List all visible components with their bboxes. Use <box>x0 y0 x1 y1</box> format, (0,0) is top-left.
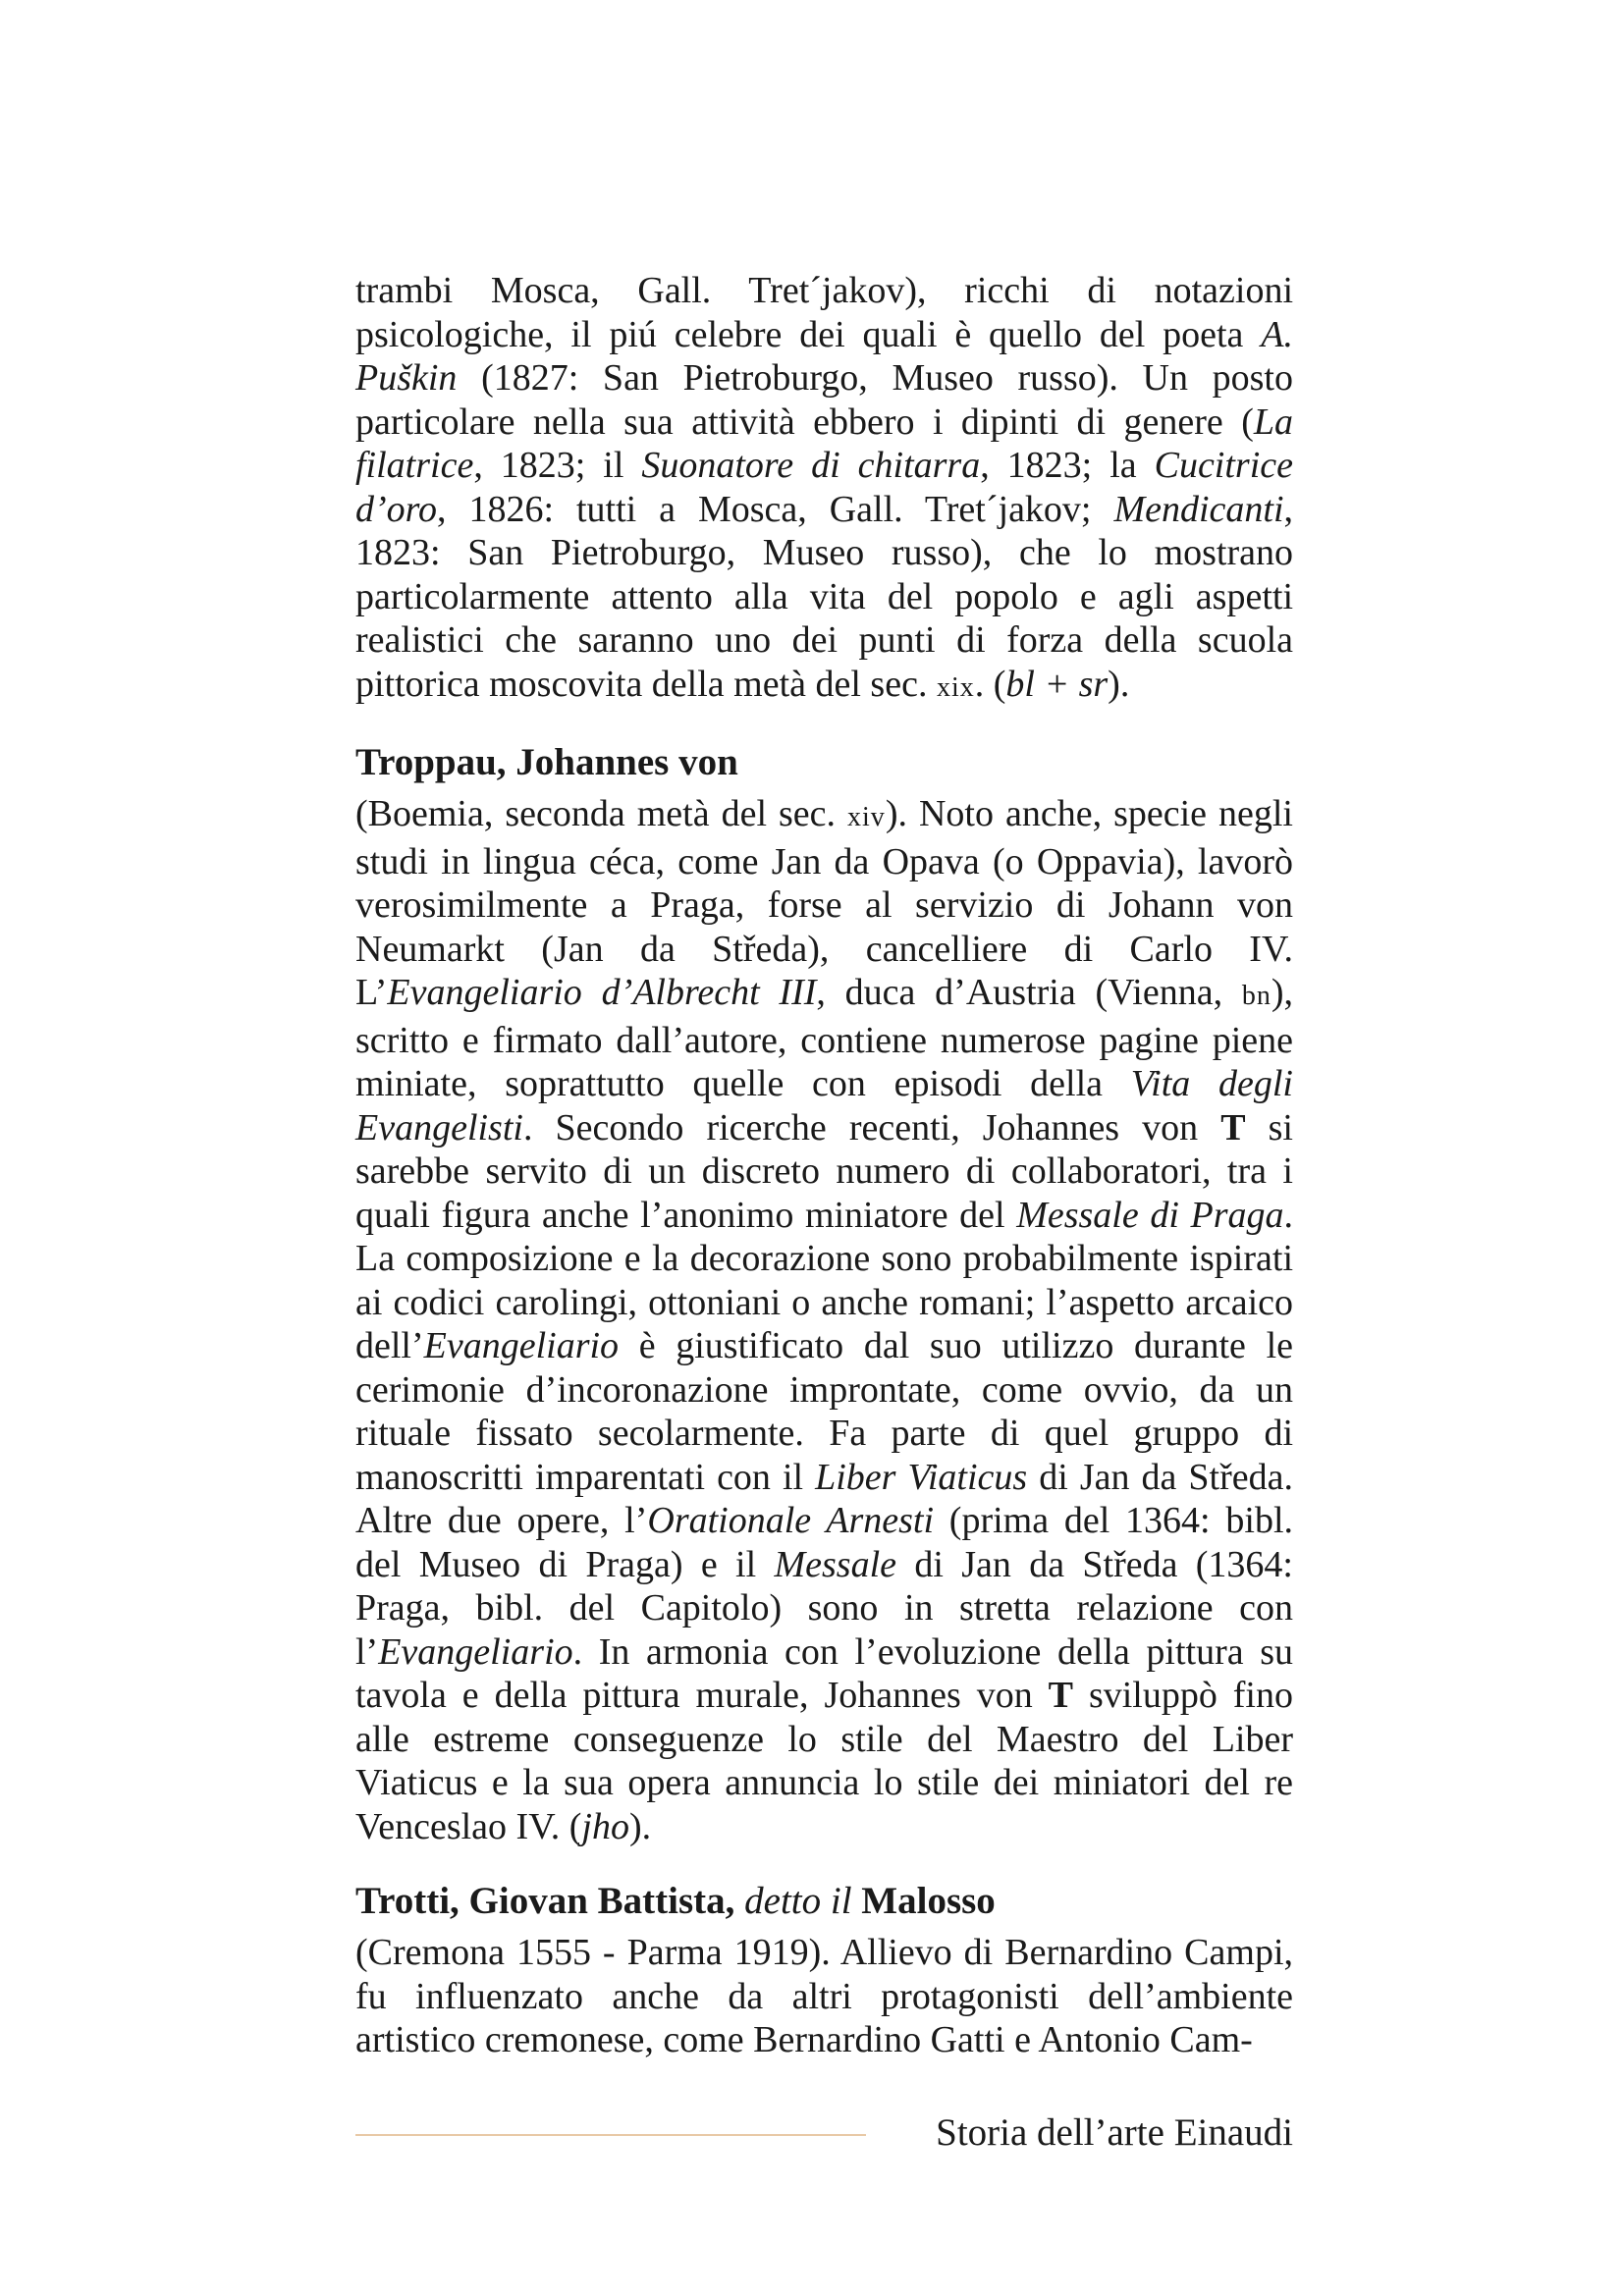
entry-body-trotti: (Cremona 1555 - Parma 1919). Allievo di Bernardino Campi, fu influenzato anche da altri protagonisti dell’ambiente artistico cremonese, come Bernardino Gatti e Antonio Cam- <box>355 1932 1293 2060</box>
entry-heading-troppau: Troppau, Johannes von <box>355 741 738 783</box>
entry-continuation-paragraph: trambi Mosca, Gall. Tret´jakov), ricchi di notazioni psicologiche, il piú celebre dei quali è quello del poeta A. Puškin (1827: San Pietroburgo, Museo russo). Un posto particolare nella sua attività ebbero i dipinti di genere (La filatrice, 1823; il Suonatore di chitarra, 1823; la Cucitrice d’oro, 1826: tutti a Mosca, Gall. Tret´jakov; Mendicanti, 1823: San Pietroburgo, Museo russo), che lo mostrano particolarmente attento alla vita del popolo e agli aspetti realistici che saranno uno dei punti di forza della scuola pittorica moscovita della metà del sec. xix. (bl + sr). <box>355 270 1293 705</box>
entry-body-troppau: (Boemia, seconda metà del sec. xiv). Noto anche, specie negli studi in lingua céca, come Jan da Opava (o Oppavia), lavorò verosimilmente a Praga, forse al servizio di Johann von Neumarkt (Jan da Středa), cancelliere di Carlo IV. L’Evangeliario d’Albrecht III, duca d’Austria (Vienna, bn), scritto e firmato dall’autore, contiene numerose pagine piene miniate, soprattutto quelle con episodi della Vita degli Evangelisti. Secondo ricerche recenti, Johannes von T si sarebbe servito di un discreto numero di collaboratori, tra i quali figura anche l’anonimo miniatore del Messale di Praga. La composizione e la decorazione sono probabilmente ispirati ai codici carolingi, ottoniani o anche romani; l’aspetto arcaico dell’Evangeliario è giustificato dal suo utilizzo durante le cerimonie d’incoronazione improntate, come ovvio, da un rituale fissato secolarmente. Fa parte di quel gruppo di manoscritti imparentati con il Liber Viaticus di Jan da Středa. Altre due opere, l’Orationale Arnesti (prima del 1364: bibl. del Museo di Praga) e il Messale di Jan da Středa (1364: Praga, bibl. del Capitolo) sono in stretta relazione con l’Evangeliario. In armonia con l’evoluzione della pittura su tavola e della pittura murale, Johannes von T sviluppò fino alle estreme conseguenze lo stile del Maestro del Liber Viaticus e la sua opera annuncia lo stile dei miniatori del re Venceslao IV. (jho). <box>355 793 1294 1847</box>
footer-title: Storia dell’arte Einaudi <box>936 2111 1293 2154</box>
text-column <box>355 269 1293 2062</box>
footer-rule <box>355 2134 866 2136</box>
entry-heading-trotti: Trotti, Giovan Battista, detto il Malosso <box>355 1880 996 1922</box>
page-footer <box>355 2110 1293 2160</box>
